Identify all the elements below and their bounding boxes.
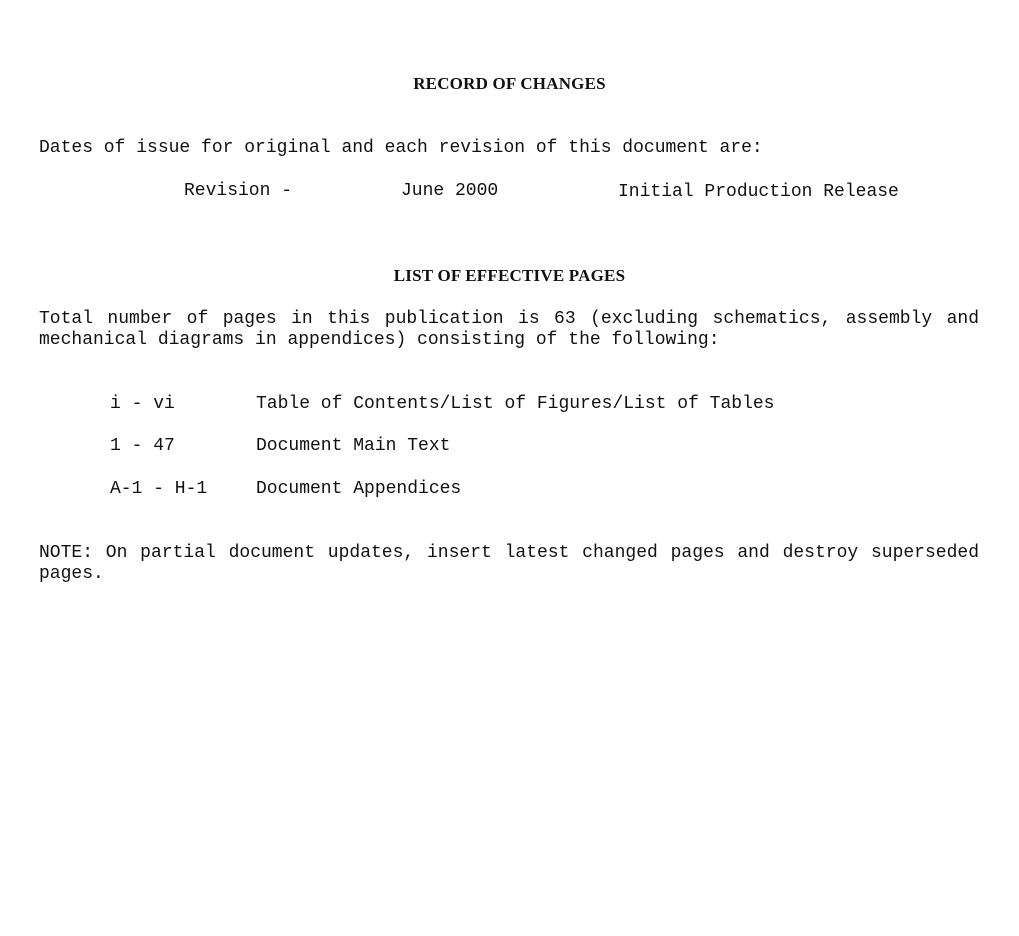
revision-intro-text: Dates of issue for original and each revision of this document are:	[39, 138, 763, 158]
effective-pages-range: 1 - 47	[110, 436, 175, 456]
update-note-paragraph: NOTE: On partial document updates, insert latest changed pages and destroy superseded pages.	[39, 543, 979, 584]
effective-pages-range: A-1 - H-1	[110, 479, 208, 499]
effective-pages-description: Document Appendices	[256, 479, 462, 499]
effective-pages-description: Document Main Text	[256, 436, 451, 456]
list-of-effective-pages-title: LIST OF EFFECTIVE PAGES	[393, 266, 626, 285]
revision-label: Revision -	[184, 181, 293, 201]
effective-pages-range: i - vi	[110, 394, 175, 414]
revision-description: Initial Production Release	[618, 182, 899, 202]
effective-pages-description: Table of Contents/List of Figures/List of Tables	[256, 394, 775, 414]
revision-date: June 2000	[401, 181, 499, 201]
total-pages-paragraph: Total number of pages in this publication is 63 (excluding schematics, assembly and mechanical diagrams in appendices) consisting of the following:	[39, 309, 979, 350]
record-of-changes-title: RECORD OF CHANGES	[413, 74, 606, 93]
